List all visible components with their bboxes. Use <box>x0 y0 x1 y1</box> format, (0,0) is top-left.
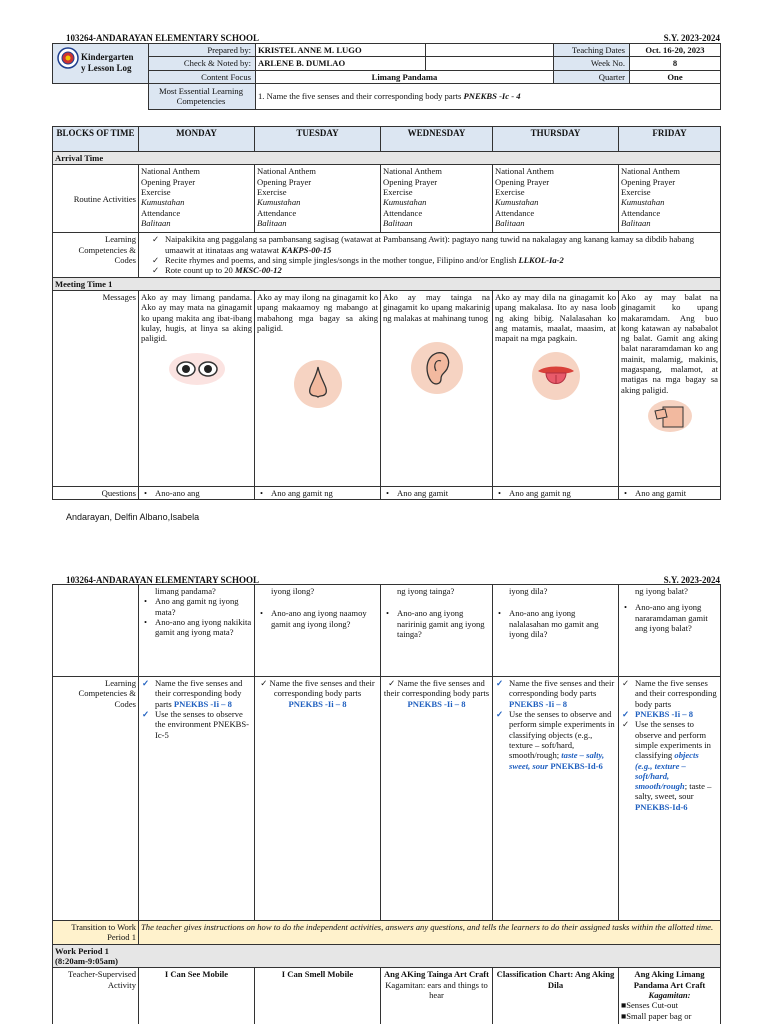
lc-tuesday: ✓ Name the five senses and their corresponding body parts PNEKBS -Ii – 8 <box>255 677 381 921</box>
questions-tuesday: iyong ilong? • Ano-ano ang iyong naamoy gamit ang iyong ilong? <box>255 585 381 677</box>
activity-wednesday: Ang AKing Tainga Art Craft Kagamitan: ears and things to hear <box>381 968 493 1024</box>
day-header-friday: FRIDAY <box>619 127 721 152</box>
checked-value: ARLENE B. DUMLAO <box>256 57 426 70</box>
questions-monday: limang pandama? • Ano ang gamit ng iyong mata? • Ano-ano ang iyong nakikita gamit ang iyong mata? <box>139 585 255 677</box>
transition-label: Transition to Work Period 1 <box>53 921 139 945</box>
lc-friday: ✓ Name the five senses and their corresponding body parts ✓ PNEKBS -Ii – 8 ✓ Use the senses to observe and perform simple experiments in classifying objects (e.g., texture – soft/hard, smooth/rough; taste – salty, sweet, sour PNEKBS-Id-6 <box>619 677 721 921</box>
routine-cell: National Anthem Opening Prayer Exercise Kumustahan Attendance Balitaan <box>619 165 721 233</box>
lc-item: ✓ Rote count up to 20 MKSC-00-12 <box>151 265 718 275</box>
lc-label: Learning Competencies & Codes <box>53 677 139 921</box>
melc-label: Most Essential Learning Competencies <box>149 83 256 109</box>
lc-monday: ✓ Name the five senses and their corresponding body parts PNEKBS -Ii – 8 ✓ Use the senses to observe the environment PNEKBS-Ic-5 <box>139 677 255 921</box>
lc-label: Learning Competencies & Codes <box>53 233 139 277</box>
questions-thursday: iyong dila? • Ano-ano ang iyong nalalasahan mo gamit ang iyong dila? <box>493 585 619 677</box>
melc-code: PNEKBS -Ic - 4 <box>463 91 521 102</box>
transition-row <box>53 921 721 945</box>
questions-row-p1 <box>53 486 721 499</box>
routine-cell: National Anthem Opening Prayer Exercise Kumustahan Attendance Balitaan <box>255 165 381 233</box>
info-table <box>52 43 721 110</box>
school-year: S.Y. 2023-2024 <box>663 575 720 585</box>
title-line1: Kindergarten <box>81 52 134 63</box>
day-header-wednesday: WEDNESDAY <box>381 127 493 152</box>
routine-label: Routine Activities <box>53 165 139 233</box>
melc-value <box>256 83 721 109</box>
lc-thursday: ✓ Name the five senses and their corresponding body parts PNEKBS -Ii – 8 ✓ Use the senses to observe and perform simple experiments in classifying objects (e.g., texture – soft/hard, smooth/rough; taste – salty, sweet, sour PNEKBS-Id-6 <box>493 677 619 921</box>
arrival-lc-cell <box>139 233 721 277</box>
school-name: 103264-ANDARAYAN ELEMENTARY SCHOOL <box>66 575 260 585</box>
section-meeting: Meeting Time 1 <box>53 277 721 290</box>
lc-item: ✓ Recite rhymes and poems, and sing simple jingles/songs in the mother tongue, Filipino and/or English LLKOL-Ia-2 <box>151 255 718 265</box>
activity-thursday: Classification Chart: Ang Aking Dila <box>493 968 619 1024</box>
week-value: 8 <box>630 57 721 70</box>
day-header-tuesday: TUESDAY <box>255 127 381 152</box>
school-name: 103264-ANDARAYAN ELEMENTARY SCHOOL <box>66 33 260 43</box>
deped-seal-icon <box>57 47 79 69</box>
section-arrival: Arrival Time <box>53 152 721 165</box>
blank-cell <box>53 585 139 677</box>
question-monday: • Ano-ano ang <box>139 486 255 499</box>
message-tuesday: Ako ay may ilong na ginagamit ko upang makaamoy ng mabango at mabahong mga bagay sa aking paligid. <box>255 290 381 486</box>
lesson-log-title <box>53 44 149 84</box>
footer-address: Andarayan, Delfin Albano,Isabela <box>66 512 200 522</box>
routine-cell: National Anthem Opening Prayer Exercise Kumustahan Attendance Balitaan <box>139 165 255 233</box>
ear-icon <box>409 341 465 395</box>
daily-log-table-p2 <box>52 584 721 1024</box>
lc-row-p2 <box>53 677 721 921</box>
lc-wednesday: ✓ Name the five senses and their corresponding body parts PNEKBS -Ii – 8 <box>381 677 493 921</box>
transition-text: The teacher gives instructions on how to do the independent activities, answers any questions, and tells the learners to do their assigned tasks within the allotted time. <box>139 921 721 945</box>
page-header <box>66 33 720 43</box>
day-header-monday: MONDAY <box>139 127 255 152</box>
question-tuesday: • Ano ang gamit ng <box>255 486 381 499</box>
title-line2: y Lesson Log <box>81 63 132 74</box>
content-label: Content Focus <box>149 70 256 83</box>
blank-cell <box>53 83 149 109</box>
nose-icon <box>290 359 346 409</box>
message-thursday: Ako ay may dila na ginagamit ko upang makalasa. Ito ay nasa loob ng aking bibig. Nalalasahan ko ang matamis, maalat, maasim, at mapait na mga pagkain. <box>493 290 619 486</box>
daily-log-table-p1 <box>52 126 721 500</box>
routine-cell: National Anthem Opening Prayer Exercise Kumustahan Attendance Balitaan <box>493 165 619 233</box>
melc-text: 1. Name the five senses and their corresponding body parts <box>258 91 464 102</box>
blank-cell <box>426 57 554 70</box>
teacher-activity-label: Teacher-Supervised Activity <box>53 968 139 1024</box>
quarter-label: Quarter <box>554 70 630 83</box>
checked-label: Check & Noted by: <box>149 57 256 70</box>
message-monday: Ako ay may limang pandama. Ako ay may mata na ginagamit ko upang makita ang ibat-ibang kulay, hugis, at linya sa aking paligid. <box>139 290 255 486</box>
routine-row <box>53 165 721 233</box>
questions-wednesday: ng iyong tainga? • Ano-ano ang iyong naririnig gamit ang iyong tainga? <box>381 585 493 677</box>
messages-row <box>53 290 721 486</box>
content-value: Limang Pandama <box>256 70 554 83</box>
activity-monday: I Can See Mobile <box>139 968 255 1024</box>
messages-label: Messages <box>53 290 139 486</box>
dates-label: Teaching Dates <box>554 44 630 57</box>
message-friday: Ako ay may balat na ginagamit ko upang makaramdam. Ang buo kong katawan ay nababalot ng balat. Gamit ang aking balat nararamdaman ko ang mainit, malamig, makinis, magaspang, malamot, at matigas na mga bagay sa aking paligid. <box>619 290 721 486</box>
prepared-value: KRISTEL ANNE M. LUGO <box>256 44 426 57</box>
activity-tuesday: I Can Smell Mobile <box>255 968 381 1024</box>
eyes-icon <box>168 349 226 389</box>
quarter-value: One <box>630 70 721 83</box>
questions-label: Questions <box>53 486 139 499</box>
lc-item: ✓ Naipakikita ang paggalang sa pambansang sagisag (watawat at Pambansang Awit): pagtayo nang tuwid na nakalagay ang kanang kamay sa dibdib habang umaawit at itinataas ang watawat KAKPS-00-15 <box>151 234 718 255</box>
week-label: Week No. <box>554 57 630 70</box>
arrival-lc-row <box>53 233 721 277</box>
day-header-thursday: THURSDAY <box>493 127 619 152</box>
hand-skin-icon <box>647 399 693 433</box>
section-work-period: Work Period 1 (8:20am-9:05am) <box>53 944 721 968</box>
questions-row-p2 <box>53 585 721 677</box>
dates-value: Oct. 16-20, 2023 <box>630 44 721 57</box>
blocks-header: BLOCKS OF TIME <box>53 127 139 152</box>
page-2 <box>0 560 768 1024</box>
activities-row <box>53 968 721 1024</box>
question-friday: • Ano ang gamit <box>619 486 721 499</box>
blank-cell <box>426 44 554 57</box>
question-wednesday: • Ano ang gamit <box>381 486 493 499</box>
tongue-icon <box>530 351 582 401</box>
prepared-label: Prepared by: <box>149 44 256 57</box>
question-thursday: • Ano ang gamit ng <box>493 486 619 499</box>
routine-cell: National Anthem Opening Prayer Exercise Kumustahan Attendance Balitaan <box>381 165 493 233</box>
questions-friday: ng iyong balat? • Ano-ano ang iyong nararamdaman gamit ang iyong balat? <box>619 585 721 677</box>
school-year: S.Y. 2023-2024 <box>663 33 720 43</box>
activity-friday: Ang Aking Limang Pandama Art Craft Kagamitan: ■Senses Cut-out ■Small paper bag or <box>619 968 721 1024</box>
message-wednesday: Ako ay may tainga na ginagamit ko upang makarinig ng malakas at mahinang tunog <box>381 290 493 486</box>
